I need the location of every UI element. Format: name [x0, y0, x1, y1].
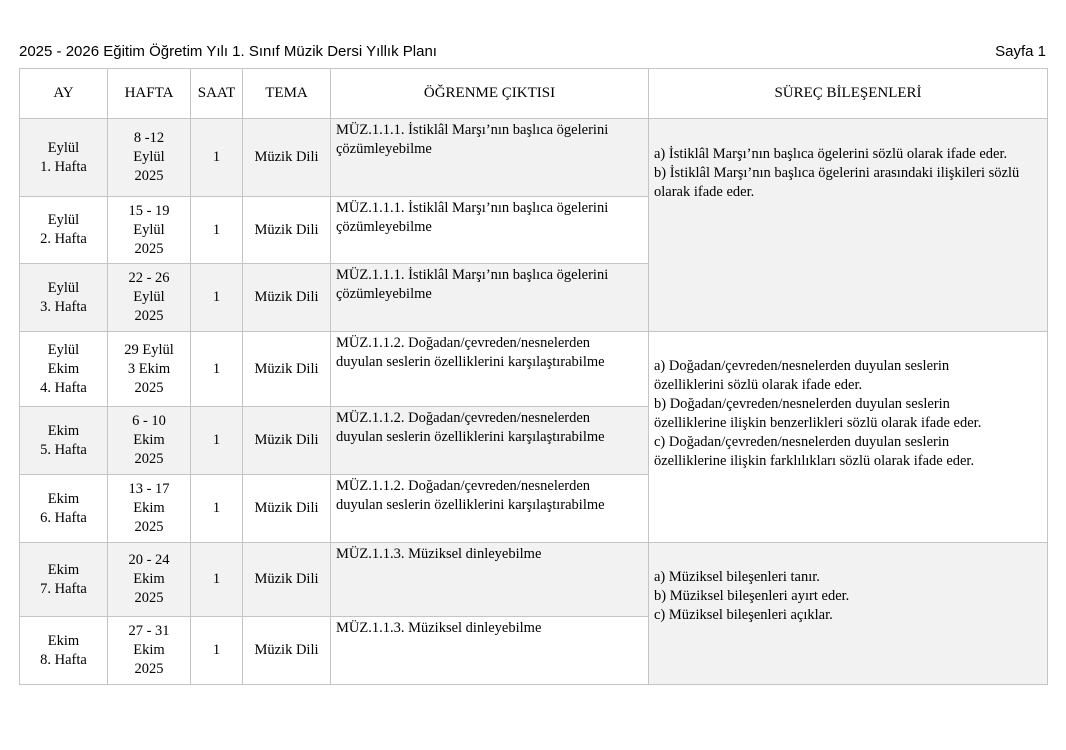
- text-line: çözümleyebilme: [336, 141, 432, 157]
- text-line: 2025: [134, 519, 164, 535]
- text-line: Ekim: [133, 432, 165, 448]
- month-cell: [20, 119, 108, 197]
- text-line: 29 Eylül: [124, 341, 174, 358]
- theme-cell: Müzik Dili: [243, 264, 331, 332]
- text-line: 3 Ekim: [127, 360, 171, 377]
- week-cell: [108, 617, 191, 685]
- text-line: a) Doğadan/çevreden/nesnelerden duyulan seslerin: [654, 358, 950, 374]
- text-line: 7. Hafta: [40, 580, 87, 597]
- text-line: b) İstiklâl Marşı’nın başlıca ögelerini arasındaki ilişkileri sözlü: [654, 165, 1020, 181]
- month-cell: [20, 475, 108, 543]
- text-line: 8. Hafta: [40, 651, 87, 668]
- text-line: Eylül: [133, 221, 165, 238]
- text-line: olarak ifade eder.: [654, 184, 755, 200]
- text-line: 6. Hafta: [40, 509, 87, 526]
- text-line: 6 - 10: [132, 413, 166, 429]
- column-header-ogrenme-ciktisi: ÖĞRENME ÇIKTISI: [331, 69, 649, 119]
- week-cell: [108, 407, 191, 475]
- text-line: duyulan seslerin özelliklerini karşılaştırabilme: [336, 497, 605, 513]
- text-line: duyulan seslerin özelliklerini karşılaştırabilme: [336, 429, 605, 445]
- column-header-hafta: HAFTA: [108, 69, 191, 119]
- theme-cell: Müzik Dili: [243, 543, 331, 617]
- column-header-tema: TEMA: [243, 69, 331, 119]
- text-line: 15 - 19: [128, 202, 170, 219]
- hour-cell: 1: [191, 264, 243, 332]
- text-line: Eylül: [47, 212, 80, 228]
- text-line: özelliklerine ilişkin benzerlikleri sözlü olarak ifade eder.: [654, 415, 982, 431]
- text-line: b) Müziksel bileşenleri ayırt eder.: [654, 588, 850, 604]
- table-header-row: [20, 69, 1048, 119]
- text-line: çözümleyebilme: [336, 219, 432, 235]
- theme-cell: Müzik Dili: [243, 197, 331, 264]
- text-line: 2025: [134, 308, 164, 324]
- table-row: [20, 119, 1048, 197]
- month-cell: [20, 197, 108, 264]
- week-cell: [108, 475, 191, 543]
- week-cell: [108, 543, 191, 617]
- text-line: Ekim: [47, 422, 80, 439]
- month-cell: [20, 617, 108, 685]
- process-components-cell: [649, 543, 1048, 685]
- document-title: 2025 - 2026 Eğitim Öğretim Yılı 1. Sınıf Müzik Dersi Yıllık Planı: [19, 42, 437, 60]
- week-cell: [108, 264, 191, 332]
- learning-outcome-cell: [331, 475, 649, 543]
- hour-cell: 1: [191, 119, 243, 197]
- process-components-cell: [649, 119, 1048, 332]
- text-line: c) Doğadan/çevreden/nesnelerden duyulan seslerin: [654, 434, 950, 450]
- month-cell: [20, 332, 108, 407]
- hour-cell: 1: [191, 617, 243, 685]
- table-row: [20, 332, 1048, 407]
- hour-cell: 1: [191, 197, 243, 264]
- month-cell: [20, 264, 108, 332]
- text-line: a) Müziksel bileşenleri tanır.: [654, 569, 820, 585]
- text-line: 1. Hafta: [40, 158, 87, 175]
- column-header-saat: SAAT: [191, 69, 243, 119]
- learning-outcome-cell: [331, 617, 649, 685]
- text-line: Eylül: [133, 289, 165, 305]
- text-line: MÜZ.1.1.2. Doğadan/çevreden/nesnelerden: [336, 410, 591, 426]
- theme-cell: Müzik Dili: [243, 332, 331, 407]
- month-cell: [20, 407, 108, 475]
- month-cell: [20, 543, 108, 617]
- text-line: 22 - 26: [128, 270, 170, 286]
- learning-outcome-cell: [331, 332, 649, 407]
- text-line: Ekim: [47, 490, 80, 507]
- page-header: [19, 40, 1046, 62]
- text-line: Eylül: [47, 139, 80, 156]
- text-line: duyulan seslerin özelliklerini karşılaştırabilme: [336, 354, 605, 370]
- text-line: özelliklerine ilişkin farklılıkları sözlü olarak ifade eder.: [654, 453, 975, 469]
- learning-outcome-cell: [331, 407, 649, 475]
- text-line: Eylül: [47, 341, 80, 358]
- text-line: 2025: [134, 379, 164, 396]
- text-line: Ekim: [133, 500, 165, 516]
- text-line: c) Müziksel bileşenleri açıklar.: [654, 607, 833, 623]
- text-line: Ekim: [133, 571, 165, 587]
- page-number: Sayfa 1: [995, 42, 1046, 60]
- table-row: [20, 543, 1048, 617]
- text-line: MÜZ.1.1.2. Doğadan/çevreden/nesnelerden: [336, 335, 591, 351]
- text-line: 2025: [134, 590, 164, 606]
- annual-plan-table: [19, 68, 1048, 685]
- text-line: 3. Hafta: [40, 298, 87, 315]
- learning-outcome-cell: [331, 197, 649, 264]
- text-line: MÜZ.1.1.3. Müziksel dinleyebilme: [336, 620, 542, 636]
- theme-cell: Müzik Dili: [243, 407, 331, 475]
- theme-cell: Müzik Dili: [243, 119, 331, 197]
- theme-cell: Müzik Dili: [243, 475, 331, 543]
- text-line: 2025: [134, 661, 164, 677]
- text-line: Eylül: [133, 149, 165, 165]
- text-line: MÜZ.1.1.1. İstiklâl Marşı’nın başlıca ögelerini: [336, 200, 609, 216]
- learning-outcome-cell: [331, 119, 649, 197]
- text-line: Ekim: [133, 642, 165, 658]
- text-line: 4. Hafta: [40, 379, 87, 396]
- column-header-surec-bilesenleri: SÜREÇ BİLEŞENLERİ: [649, 69, 1048, 119]
- text-line: MÜZ.1.1.1. İstiklâl Marşı’nın başlıca ögelerini: [336, 267, 609, 283]
- text-line: a) İstiklâl Marşı’nın başlıca ögelerini sözlü olarak ifade eder.: [654, 146, 1008, 162]
- week-cell: [108, 332, 191, 407]
- text-line: 27 - 31: [128, 623, 170, 639]
- hour-cell: 1: [191, 543, 243, 617]
- text-line: özelliklerini sözlü olarak ifade eder.: [654, 377, 863, 393]
- text-line: MÜZ.1.1.2. Doğadan/çevreden/nesnelerden: [336, 478, 591, 494]
- text-line: Ekim: [47, 632, 80, 649]
- learning-outcome-cell: [331, 543, 649, 617]
- text-line: 2025: [134, 240, 164, 257]
- text-line: Eylül: [47, 279, 80, 296]
- hour-cell: 1: [191, 407, 243, 475]
- text-line: MÜZ.1.1.1. İstiklâl Marşı’nın başlıca ögelerini: [336, 122, 609, 138]
- text-line: Ekim: [47, 561, 80, 578]
- week-cell: [108, 197, 191, 264]
- process-components-cell: [649, 332, 1048, 543]
- text-line: 8 -12: [133, 130, 165, 146]
- hour-cell: 1: [191, 332, 243, 407]
- text-line: Ekim: [47, 360, 80, 377]
- text-line: 20 - 24: [128, 552, 170, 568]
- column-header-ay: AY: [20, 69, 108, 119]
- theme-cell: Müzik Dili: [243, 617, 331, 685]
- text-line: çözümleyebilme: [336, 286, 432, 302]
- text-line: 2025: [134, 451, 164, 467]
- text-line: 13 - 17: [128, 481, 170, 497]
- text-line: 5. Hafta: [40, 441, 87, 458]
- hour-cell: 1: [191, 475, 243, 543]
- text-line: 2025: [134, 168, 164, 184]
- text-line: MÜZ.1.1.3. Müziksel dinleyebilme: [336, 546, 542, 562]
- week-cell: [108, 119, 191, 197]
- text-line: 2. Hafta: [40, 231, 87, 247]
- learning-outcome-cell: [331, 264, 649, 332]
- text-line: b) Doğadan/çevreden/nesnelerden duyulan seslerin: [654, 396, 950, 412]
